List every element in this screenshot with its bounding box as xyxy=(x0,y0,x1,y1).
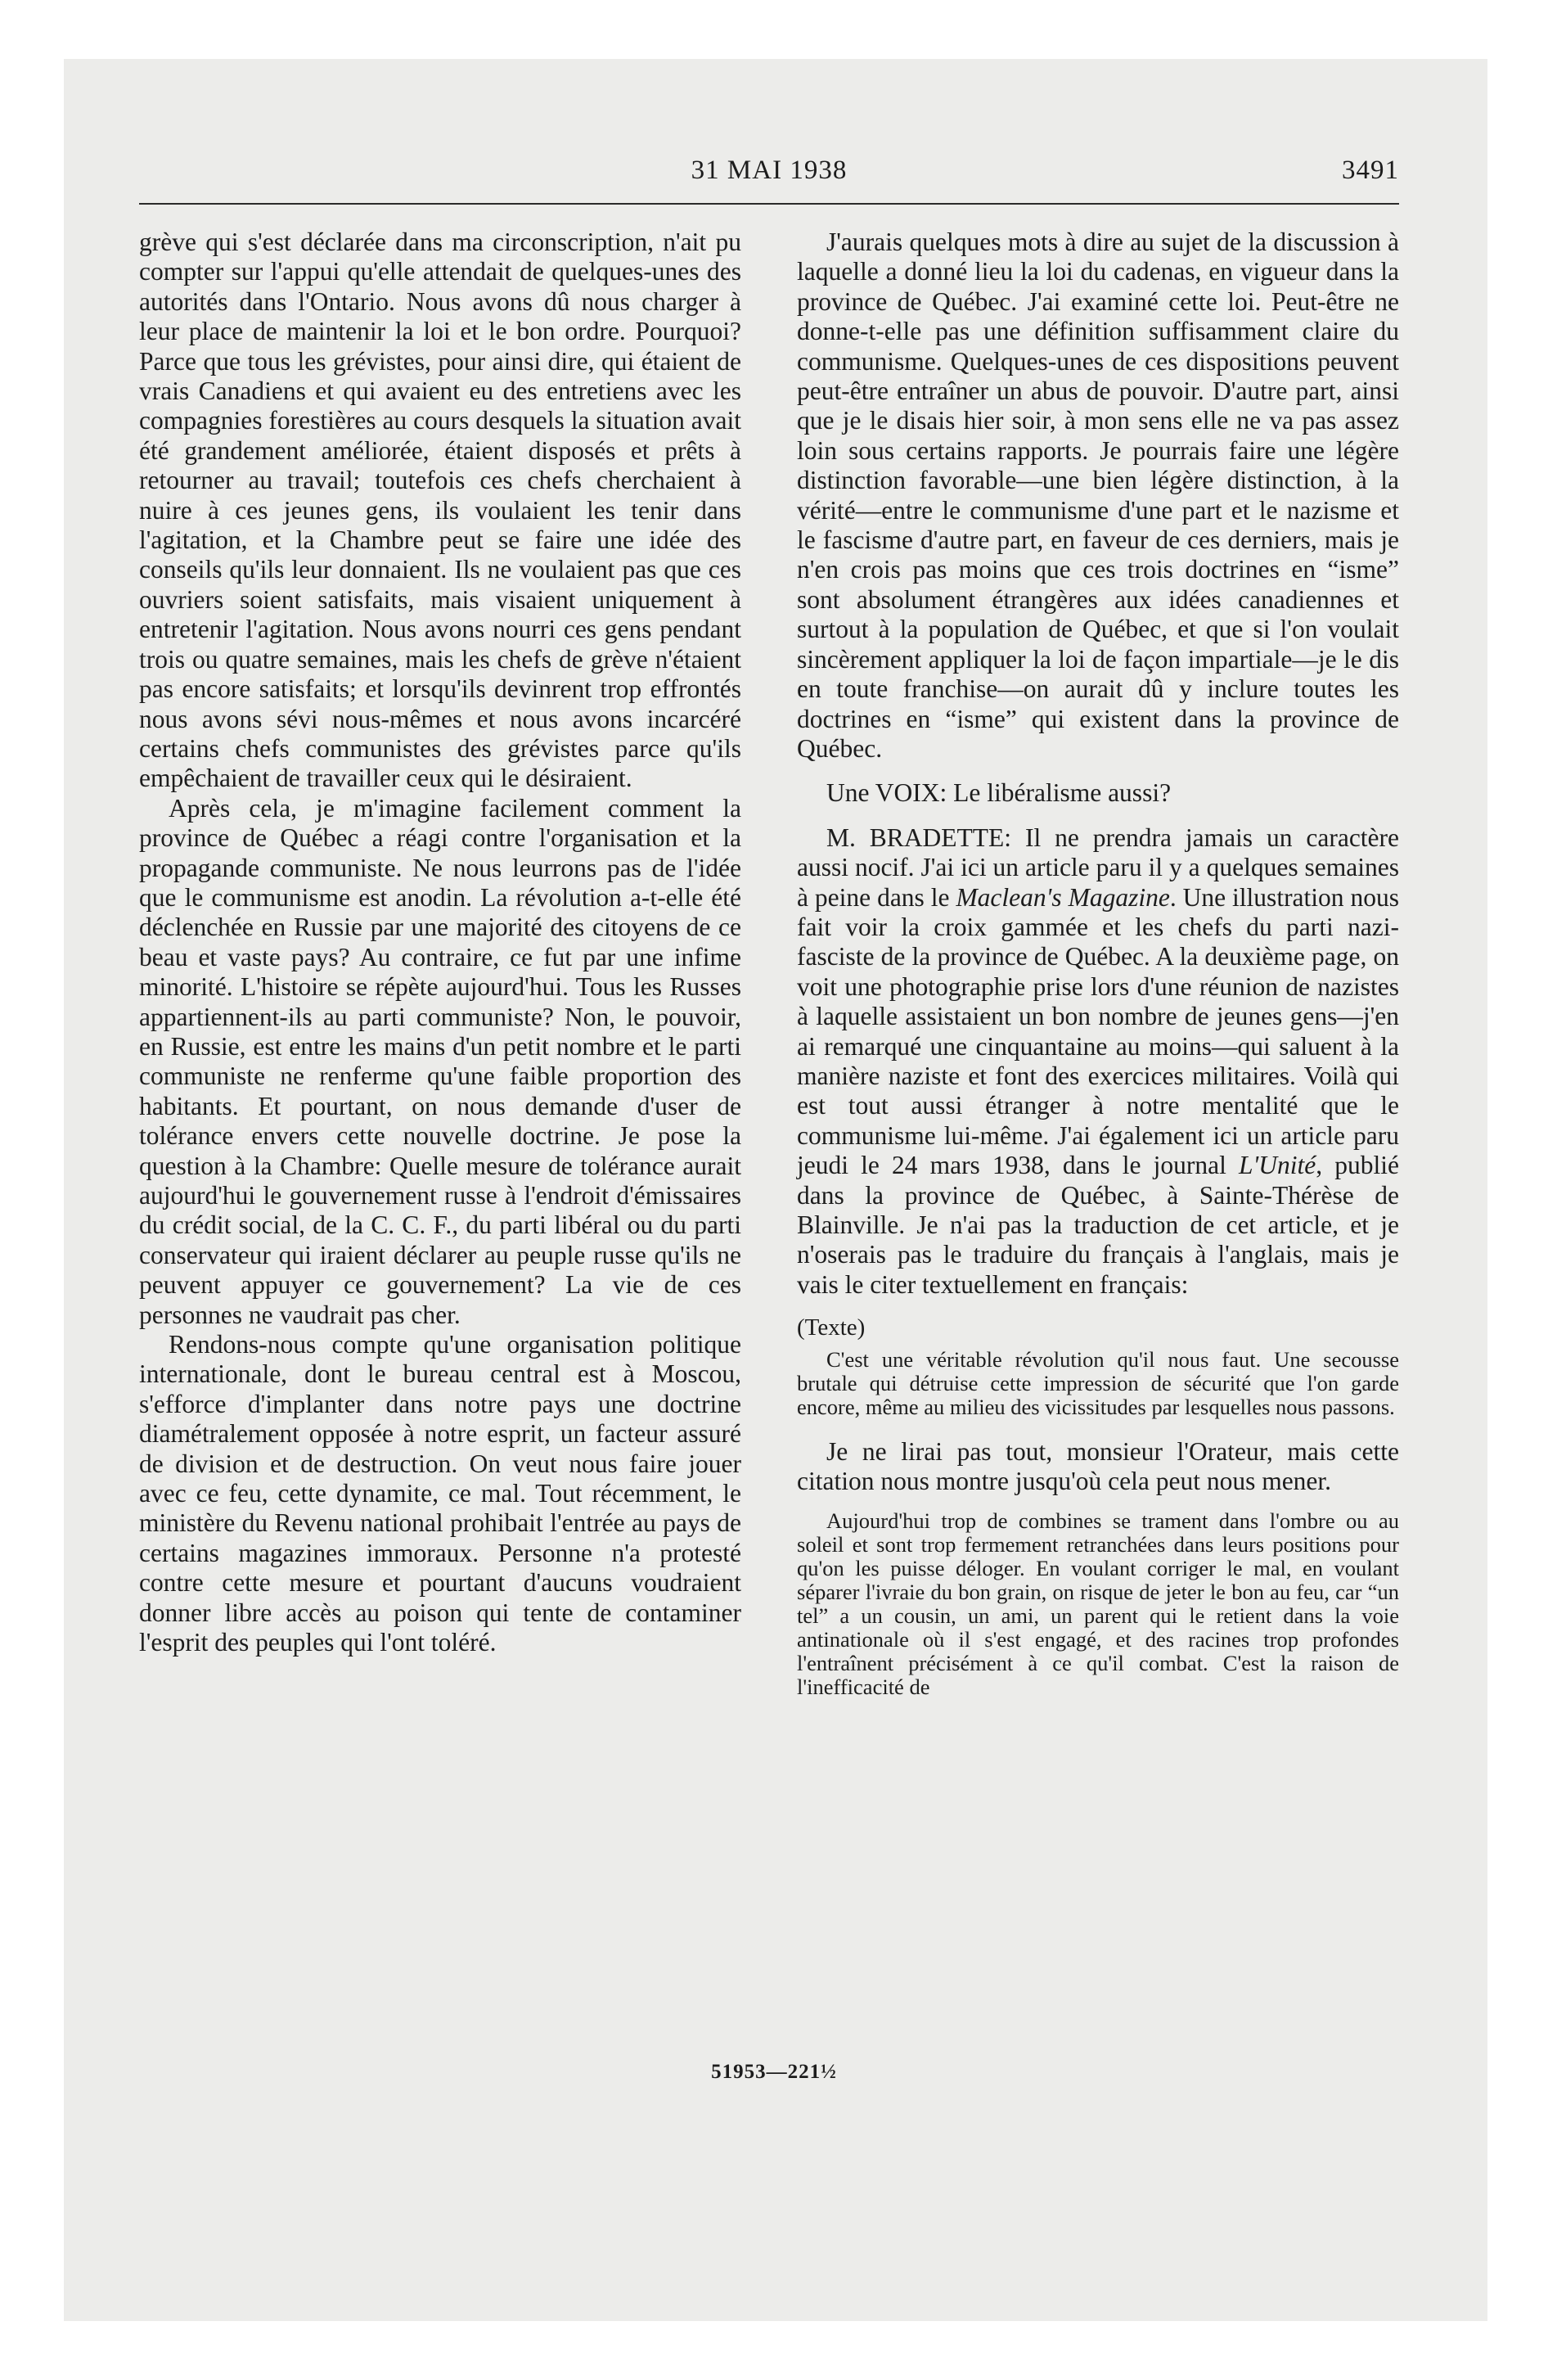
quote-1: C'est une véritable révolution qu'il nous faut. Une secousse brutale qui détruise cette impression de sécurité que l'on garde encore, même au milieu des vicissitudes par lesquelles nous passons. xyxy=(797,1346,1399,1419)
spacer xyxy=(797,1419,1399,1437)
printer-signature: 51953—221½ xyxy=(711,2061,837,2083)
speech-bradette-text-b: . Une illustration nous fait voir la croix gammée et les chefs du parti nazi-fasciste de la province de Québec. A la deuxième page, on voit une photographie prise lors d'une réunion de nazistes à laquelle assistaient un bon nombre de jeunes gens—j'en ai remarqué une cinquantaine au moins—qui saluent à la manière naziste et font des exercices militaires. Voilà qui est tout aussi étranger à notre mentalité que le communisme lui-même. J'ai également ici un article paru jeudi le 24 mars 1938, dans le journal xyxy=(797,882,1399,1180)
left-column xyxy=(139,228,741,1658)
right-paragraph-1: J'aurais quelques mots à dire au sujet de la discussion à laquelle a donné lieu la loi du cadenas, en vigueur dans la province de Québec. J'ai examiné cette loi. Peut-être ne donne-t-elle pas une définition suffisamment claire du communisme. Quelques-unes de ces dispositions peuvent peut-être entraîner un abus de pouvoir. D'autre part, ainsi que je le disais hier soir, à mon sens elle ne va pas assez loin sous certains rapports. Je pourrais faire une légère distinction favorable—une bien légère distinction, à la vérité—entre le communisme d'une part et le nazisme et le fascisme d'autre part, en faveur de ces derniers, mais je n'en crois pas moins que ces trois doctrines en “isme” sont absolument étrangères aux idées canadiennes et surtout à la population de Québec, et que si l'on voulait sincèrement appliquer la loi de façon impartiale—je le dis en toute franchise—on aurait dû y inclure toutes les doctrines en “isme” qui existent dans la province de Québec. xyxy=(797,228,1399,763)
left-paragraph-1: grève qui s'est déclarée dans ma circonscription, n'ait pu compter sur l'appui qu'elle attendait de quelques-unes des autorités dans l'Ontario. Nous avons dû nous charger à leur place de maintenir la loi et le bon ordre. Pourquoi? Parce que tous les grévistes, pour ainsi dire, qui étaient de vrais Canadiens et qui avaient eu des entretiens avec les compagnies forestières au cours desquels la situation avait été grandement améliorée, étaient disposés et prêts à retourner au travail; toutefois ces chefs cherchaient à nuire à ces jeunes gens, ils voulaient les tenir dans l'agitation, et la Chambre peut se faire une idée des conseils qu'ils leur donnaient. Ils ne voulaient pas que ces ouvriers soient satisfaits, mais visaient uniquement à entretenir l'agitation. Nous avons nourri ces gens pendant trois ou quatre semaines, mais les chefs de grève n'étaient pas encore satisfaits; et lorsqu'ils devinrent trop effrontés nous avons sévi nous-mêmes et nous avons incarcéré certains chefs communistes des grévistes parce qu'ils empêchaient de travailler ceux qui le désiraient. xyxy=(139,228,741,793)
magazine-title: Maclean's Magazine xyxy=(956,882,1170,912)
speech-voix-text: Le libéralisme aussi? xyxy=(953,778,1172,808)
page-header xyxy=(139,152,1399,193)
header-date: 31 MAI 1938 xyxy=(691,156,848,185)
speech-voix xyxy=(797,778,1399,808)
speech-bradette-text-a: Il ne prendra jamais un caractère aussi nocif. J'ai ici un article paru il y a quelques semaines à peine dans le xyxy=(797,823,1400,912)
header-rule xyxy=(139,203,1399,205)
speaker-bradette: M. BRADETTE: xyxy=(826,823,1012,852)
texte-label: (Texte) xyxy=(797,1314,866,1341)
speaker-voix: Une VOIX: xyxy=(826,778,947,808)
speech-bradette xyxy=(797,823,1399,1300)
left-paragraph-3: Rendons-nous compte qu'une organisation politique internationale, dont le bureau central est à Moscou, s'efforce d'implanter dans notre pays une doctrine diamétralement opposée à notre esprit, un facteur assuré de division et de destruction. On veut nous faire jouer avec ce feu, cette dynamite, ce mal. Tout récemment, le ministère du Revenu national prohibait l'entrée au pays de certains magazines immoraux. Personne n'a protesté contre cette mesure et pourtant d'aucuns voudraient donner libre accès au poison qui tente de contaminer l'esprit des peuples qui l'ont toléré. xyxy=(139,1330,741,1657)
quote-2: Aujourd'hui trop de combines se trament dans l'ombre ou au soleil et sont trop fermement retranchées dans leurs positions pour qu'on les puisse déloger. En voulant corriger le mal, en voulant séparer l'ivraie du bon grain, on risque de jeter le bon au feu, car “un tel” a un cousin, un ami, un parent qui le retient dans la voie antinationale où il s'est engagé, et des racines trop profondes l'entraînent précisément à ce qu'il combat. C'est la raison de l'inefficacité de xyxy=(797,1508,1399,1700)
speech-bradette-text-c: , publié dans la province de Québec, à Sainte-Thérèse de Blainville. Je n'ai pas la traduction de cet article, et je n'oserais pas le traduire du français à l'anglais, mais je vais le citer textuellement en français: xyxy=(797,1151,1399,1299)
right-column xyxy=(797,228,1399,1699)
spacer xyxy=(797,1496,1399,1509)
header-page-number: 3491 xyxy=(1342,156,1399,185)
journal-title: L'Unité xyxy=(1239,1151,1316,1180)
right-paragraph-after-quote: Je ne lirai pas tout, monsieur l'Orateur, mais cette citation nous montre jusqu'où cela peut nous mener. xyxy=(797,1436,1399,1496)
left-paragraph-2: Après cela, je m'imagine facilement comment la province de Québec a réagi contre l'organisation et la propagande communiste. Ne nous leurrons pas de l'idée que le communisme est anodin. La révolution a-t-elle été déclenchée en Russie par une majorité des citoyens de ce beau et vaste pays? Au contraire, ce fut par une infime minorité. L'histoire se répète aujourd'hui. Tous les Russes appartiennent-ils au parti communiste? Non, le pouvoir, en Russie, est entre les mains d'un petit nombre et le parti communiste ne renferme qu'une faible proportion des habitants. Et pourtant, on nous demande d'user de tolérance envers cette nouvelle doctrine. Je pose la question à la Chambre: Quelle mesure de tolérance aurait aujourd'hui le gouvernement russe à l'endroit d'émissaires du crédit social, de la C. C. F., du parti libéral ou du parti conservateur qui iraient déclarer au peuple russe qu'ils ne peuvent appuyer ce gouvernement? La vie de ces personnes ne vaudrait pas cher. xyxy=(139,793,741,1329)
